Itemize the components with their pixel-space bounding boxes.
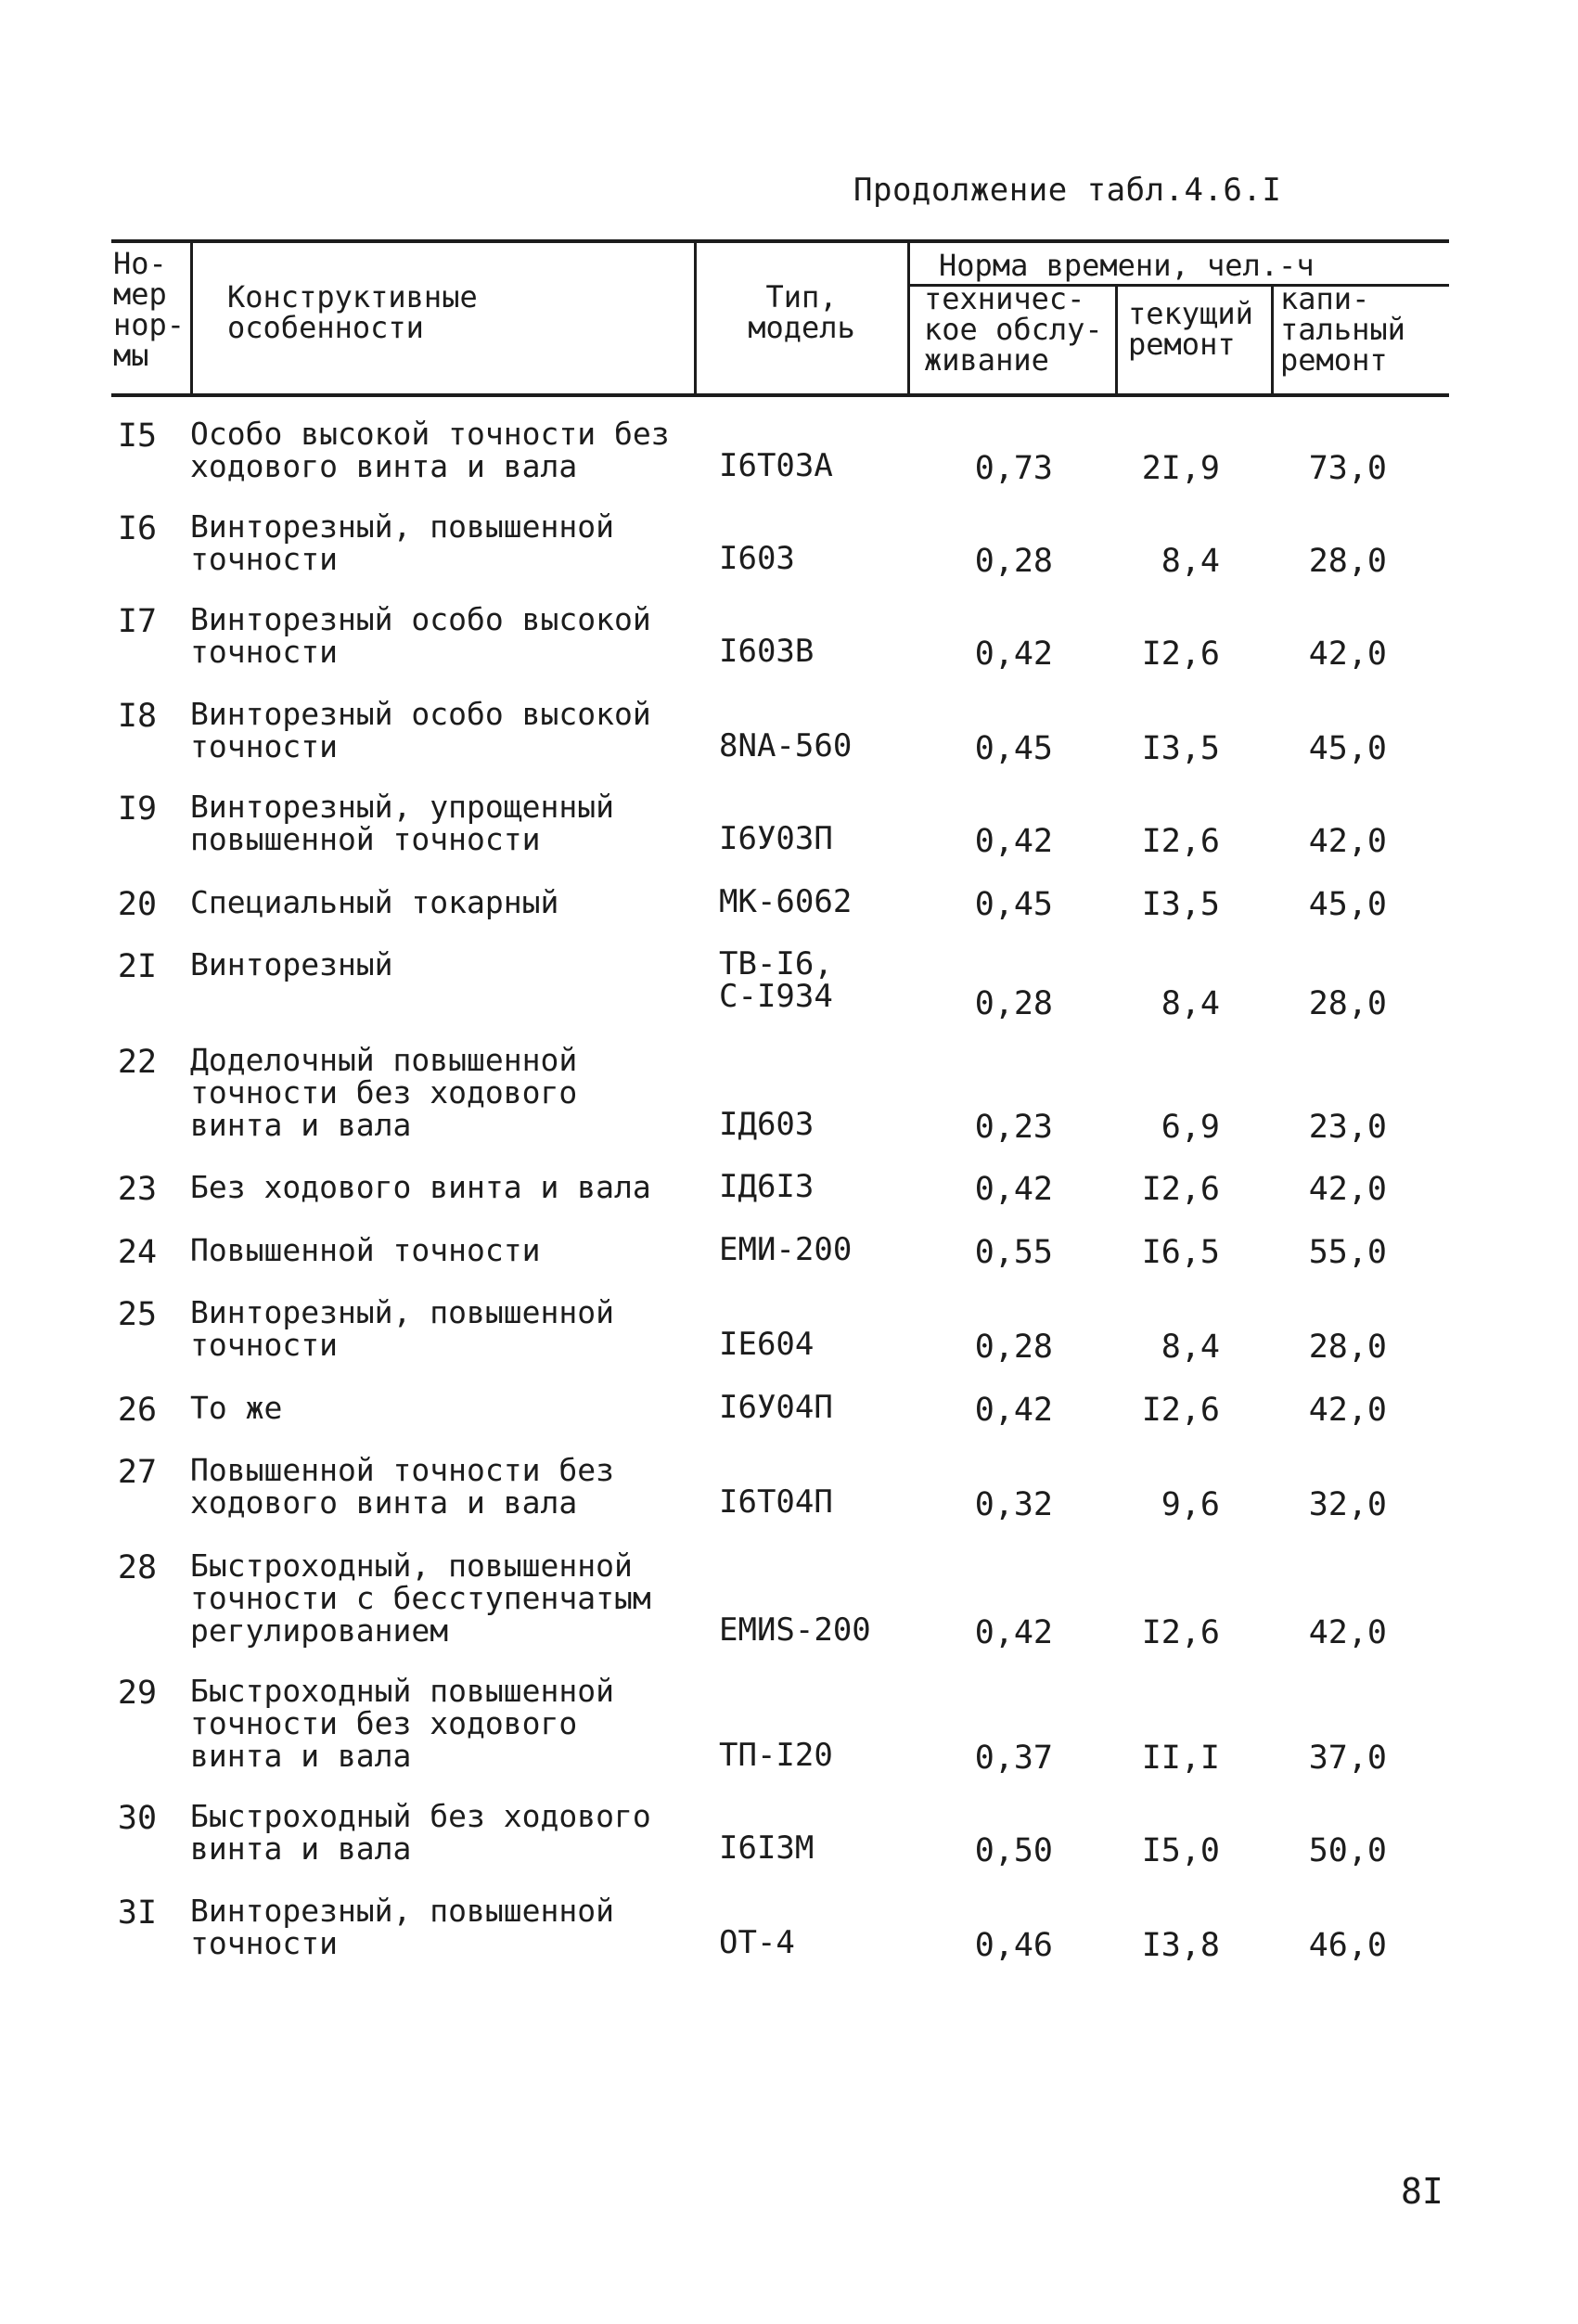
- row-number: I5: [117, 417, 158, 455]
- row-capital-repair: 42,0: [1308, 636, 1387, 673]
- row-number: 27: [117, 1454, 158, 1491]
- row-description: Особо высокой точности без ходового винта и вала: [190, 416, 670, 484]
- row-maintenance: 0,42: [974, 1171, 1053, 1208]
- row-description: Винторезный особо высокой точности: [190, 601, 651, 670]
- table-row: [0, 1231, 1578, 1271]
- row-maintenance: 0,45: [974, 730, 1053, 767]
- header-number: Но- мер нор- мы: [113, 246, 186, 373]
- row-capital-repair: 28,0: [1308, 1329, 1387, 1366]
- row-capital-repair: 42,0: [1308, 1392, 1387, 1429]
- row-current-repair: 8,4: [1161, 543, 1220, 580]
- row-current-repair: I2,6: [1141, 1392, 1220, 1429]
- row-maintenance: 0,42: [974, 1614, 1053, 1651]
- table-row: [0, 1294, 1578, 1366]
- row-number: 3I: [117, 1894, 158, 1932]
- row-model: IЕ604: [719, 1326, 815, 1363]
- row-description: Повышенной точности: [190, 1232, 541, 1268]
- row-description: Быстроходный повышенной точности без ходового винта и вала: [190, 1673, 614, 1774]
- header-sep-4: [1115, 286, 1118, 393]
- table-row: [0, 416, 1578, 487]
- row-description: Повышенной точности без ходового винта и вала: [190, 1452, 614, 1521]
- page-number: 8I: [1401, 2171, 1443, 2212]
- row-current-repair: 6,9: [1161, 1109, 1220, 1146]
- row-number: I7: [117, 603, 158, 640]
- row-maintenance: 0,55: [974, 1234, 1053, 1271]
- table-row: [0, 1452, 1578, 1523]
- row-description: То же: [190, 1390, 283, 1426]
- table-row: [0, 1673, 1578, 1777]
- header-sep-3: [907, 239, 910, 393]
- row-maintenance: 0,73: [974, 450, 1053, 487]
- header-sep-5: [1271, 286, 1274, 393]
- row-description: Быстроходный, повышенной точности с бесступенчатым регулированием: [190, 1547, 651, 1649]
- row-current-repair: 8,4: [1161, 985, 1220, 1022]
- header-current-repair: текущий ремонт: [1128, 296, 1253, 362]
- row-model: ТП-I20: [719, 1737, 833, 1774]
- row-capital-repair: 23,0: [1308, 1109, 1387, 1146]
- row-number: 30: [117, 1800, 158, 1837]
- row-capital-repair: 42,0: [1308, 823, 1387, 860]
- row-capital-repair: 28,0: [1308, 985, 1387, 1022]
- header-capital-repair: капи- тальный ремонт: [1280, 281, 1405, 378]
- row-capital-repair: 73,0: [1308, 450, 1387, 487]
- row-maintenance: 0,28: [974, 985, 1053, 1022]
- header-model: Тип, модель: [748, 279, 855, 345]
- row-capital-repair: 45,0: [1308, 886, 1387, 923]
- row-number: 28: [117, 1549, 158, 1586]
- row-capital-repair: 50,0: [1308, 1832, 1387, 1869]
- row-capital-repair: 45,0: [1308, 730, 1387, 767]
- row-current-repair: II,I: [1141, 1740, 1220, 1777]
- row-model: ТВ-I6, С-I934: [719, 945, 833, 1015]
- row-description: Винторезный, повышенной точности: [190, 1893, 614, 1961]
- row-description: Без ходового винта и вала: [190, 1169, 651, 1205]
- row-current-repair: I5,0: [1141, 1832, 1220, 1869]
- row-current-repair: I2,6: [1141, 823, 1220, 860]
- row-model: I6У03П: [719, 820, 833, 857]
- row-description: Винторезный, повышенной точности: [190, 508, 614, 577]
- row-maintenance: 0,28: [974, 543, 1053, 580]
- table-row: [0, 789, 1578, 860]
- header-norm-group: Норма времени, чел.-ч: [939, 248, 1315, 283]
- row-maintenance: 0,46: [974, 1927, 1053, 1964]
- row-model: ЕМИS-200: [719, 1611, 871, 1649]
- table-row: [0, 1042, 1578, 1146]
- row-maintenance: 0,37: [974, 1740, 1053, 1777]
- row-description: Винторезный: [190, 946, 393, 982]
- row-number: 26: [117, 1392, 158, 1429]
- row-number: 23: [117, 1171, 158, 1208]
- row-current-repair: 2I,9: [1141, 450, 1220, 487]
- table-row: [0, 945, 1578, 1022]
- row-model: IД603: [719, 1106, 815, 1143]
- row-maintenance: 0,42: [974, 823, 1053, 860]
- header-sep-2: [694, 239, 697, 393]
- header-top-rule: [111, 239, 1449, 243]
- table-row: [0, 508, 1578, 580]
- table-row: [0, 1547, 1578, 1651]
- row-capital-repair: 42,0: [1308, 1171, 1387, 1208]
- row-number: 22: [117, 1044, 158, 1081]
- row-maintenance: 0,42: [974, 636, 1053, 673]
- row-model: I6У04П: [719, 1389, 833, 1426]
- row-number: I8: [117, 698, 158, 735]
- row-capital-repair: 28,0: [1308, 543, 1387, 580]
- table-row: [0, 1893, 1578, 1964]
- row-maintenance: 0,42: [974, 1392, 1053, 1429]
- row-maintenance: 0,28: [974, 1329, 1053, 1366]
- row-number: I9: [117, 790, 158, 828]
- row-model: I603: [719, 540, 795, 577]
- row-capital-repair: 46,0: [1308, 1927, 1387, 1964]
- row-current-repair: I2,6: [1141, 1614, 1220, 1651]
- row-model: 8NA-560: [719, 727, 853, 764]
- row-capital-repair: 42,0: [1308, 1614, 1387, 1651]
- row-capital-repair: 32,0: [1308, 1486, 1387, 1523]
- row-number: 2I: [117, 948, 158, 985]
- table-row: [0, 1798, 1578, 1869]
- row-number: 20: [117, 886, 158, 923]
- row-current-repair: I2,6: [1141, 636, 1220, 673]
- row-model: ОТ-4: [719, 1924, 795, 1961]
- row-model: I603В: [719, 633, 815, 670]
- table-row: [0, 883, 1578, 923]
- row-current-repair: 9,6: [1161, 1486, 1220, 1523]
- table-row: [0, 1389, 1578, 1429]
- row-capital-repair: 37,0: [1308, 1740, 1387, 1777]
- table-row: [0, 1168, 1578, 1208]
- row-description: Быстроходный без ходового винта и вала: [190, 1798, 651, 1867]
- header-sep-1: [190, 239, 193, 393]
- row-description: Винторезный, повышенной точности: [190, 1294, 614, 1363]
- row-maintenance: 0,23: [974, 1109, 1053, 1146]
- row-current-repair: I6,5: [1141, 1234, 1220, 1271]
- row-current-repair: I3,5: [1141, 730, 1220, 767]
- row-current-repair: I3,5: [1141, 886, 1220, 923]
- row-number: 29: [117, 1675, 158, 1712]
- row-description: Винторезный особо высокой точности: [190, 696, 651, 764]
- row-maintenance: 0,50: [974, 1832, 1053, 1869]
- table-row: [0, 696, 1578, 767]
- row-model: I6Т03А: [719, 447, 833, 484]
- table-row: [0, 601, 1578, 673]
- row-description: Винторезный, упрощенный повышенной точности: [190, 789, 614, 857]
- row-capital-repair: 55,0: [1308, 1234, 1387, 1271]
- row-current-repair: I2,6: [1141, 1171, 1220, 1208]
- row-current-repair: I3,8: [1141, 1927, 1220, 1964]
- row-maintenance: 0,32: [974, 1486, 1053, 1523]
- header-maintenance: техничес- кое обслу- живание: [924, 281, 1103, 378]
- row-number: I6: [117, 510, 158, 547]
- row-current-repair: 8,4: [1161, 1329, 1220, 1366]
- row-description: Специальный токарный: [190, 884, 559, 920]
- header-bottom-rule: [111, 393, 1449, 397]
- row-model: I6I3М: [719, 1830, 815, 1867]
- row-maintenance: 0,45: [974, 886, 1053, 923]
- row-number: 25: [117, 1296, 158, 1333]
- row-model: МК-6062: [719, 883, 853, 920]
- row-number: 24: [117, 1234, 158, 1271]
- table-caption: Продолжение табл.4.6.I: [853, 172, 1282, 209]
- row-description: Доделочный повышенной точности без ходового винта и вала: [190, 1042, 578, 1143]
- header-features: Конструктивные особенности: [227, 279, 478, 345]
- row-model: IД6I3: [719, 1168, 815, 1205]
- row-model: I6Т04П: [719, 1483, 833, 1521]
- row-model: ЕМИ-200: [719, 1231, 853, 1268]
